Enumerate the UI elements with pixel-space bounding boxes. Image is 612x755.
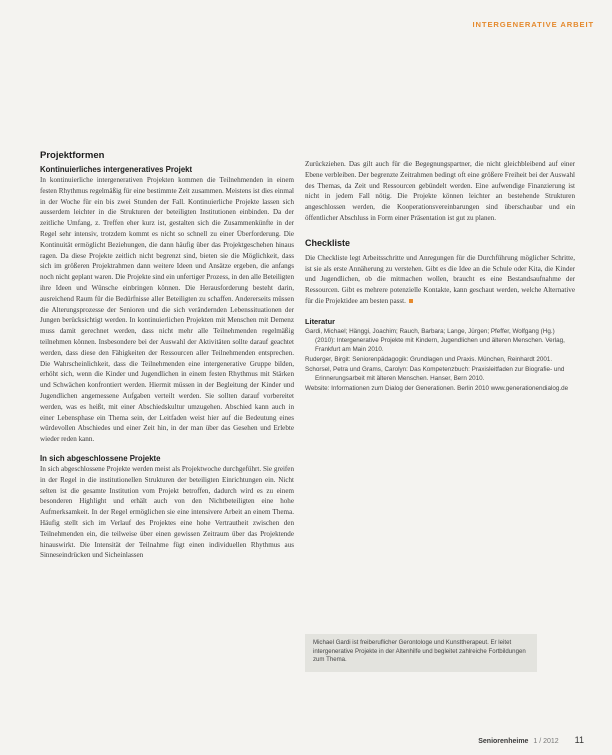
checkliste-paragraph — [305, 253, 575, 307]
section-header-label: INTERGENERATIVE ARBEIT — [472, 20, 594, 29]
issue-number: 1 / 2012 — [533, 738, 559, 745]
literature-entry: Schorsel, Petra und Grams, Carolyn: Das Kompetenzbuch: Praxisleitfaden zur Biografie- und Erinnerungsarbeit mit älteren Menschen. Hanser, Bern 2010. — [305, 365, 565, 382]
subheading-continuous: Kontinuierliches intergeneratives Projekt — [40, 165, 193, 174]
paragraph-continuous: In kontinuierliche intergenerativen Projekten kommen die Teilnehmenden in einem festen Rhythmus regelmäßig für eine bestimmte Zeit zusammen. Meistens ist dies einmal in der Woche für ein bis zwei Stunden der Fall. Kontinuierliche Projekte lassen sich ausserdem leichter in die Strukturen der beteiligten Institutionen einbinden. Da der zeitliche Umfang, z. Treffen eher kurz ist, gestalten sich die Zusammenkünfte in der Regel sehr intensiv, trotzdem kommt es nicht so schnell zu einer Überforderung. Die Kontinuität ermöglicht Beziehungen, die dann häufig über das Projektgeschehen hinaus ragen. Da diese Projekte zeitlich nicht begrenzt sind, bieten sie die Möglichkeit, dass sich im größeren Projektrahmen dann weitere Ideen und Ansätze ergeben, die anfangs noch nicht geplant waren. Die Projekte sind ein unfertiger Prozess, in den alle Beteiligten ihre Ideen und Wünsche einbringen können. Die Herausforderung besteht darin, ausreichend Raum für die Bedürfnisse aller Beteiligten zu schaffen. Andererseits müssen die Alterungsprozesse der Senioren und die sich verändernden Lebenssituationen der Jungen berücksichtigt werden. In kontinuierlichen Projekten mit Menschen mit Demenz muss damit gerechnet werden, dass nicht mehr alle Teilnehmenden regelmäßig teilnehmen können. Insbesondere bei der Auswahl der Aktivitäten sollte darauf geachtet werden, dass diese den Fähigkeiten der Ressourcen aller Teilnehmenden entsprechen. Die Wahrscheinlichkeit, dass die Teilnehmenden eine intergenerative Gruppe bilden, erhöht sich, wenn die Kinder und Jugendlichen in einem festen Rhythmus mit Stärken und Schwächen konfrontiert werden. Hiermit müssen in der Begleitung der Kinder und Jugendlichen angemessene Aufgaben verteilt werden. Sie sollten darauf vorbereitet werden, was es heißt, mit einer Abschiedskultur umzugehen. Abschied kann auch in einer Lebensphase ein Thema sein, der Leitfaden weist hier auf die Bedeutung eines würdevollen Abschiedes und einer Zeit hin, in der man über das Gesehen und Erlebte wieder reden kann. — [40, 176, 294, 444]
paragraph-continued: Zurückziehen. Das gilt auch für die Begegnungspartner, die nicht gleichbleibend auf einer Ebene verbleiben. Der begrenzte Zeitrahmen bedingt oft eine größere Freiheit bei der Auswahl des Themas, da Zeit und Ressourcen gebündelt werden. Eine aufwendige Finanzierung ist nicht in jedem Fall nötig. Die Projekte können leichter an bestehende Strukturen angeschlossen werden, die Kooperationsvereinbarungen sind überschaubar und ein öffentlicher Abschluss in Form einer Präsentation ist gut zu planen. — [305, 160, 575, 222]
checkliste-text: Die Checkliste legt Arbeitsschritte und Anregungen für die Durchführung möglicher Schritte, ist sie als erste Annäherung zu verstehen. Gibt es die Idee an die Schule oder Kita, die Kinder und Jugendlichen, ob die mitmachen wollen, braucht es eine Bestandsaufnahme der Ressourcen. Gibt es mehrere potenzielle Kontakte, kann geschaut werden, welche Alternative für die Projektidee am besten passt. — [305, 253, 575, 305]
end-mark-icon — [409, 299, 413, 303]
left-column — [40, 164, 294, 561]
magazine-name: Seniorenheime — [478, 738, 529, 745]
literatur-heading: Literatur — [305, 316, 335, 326]
subheading-closed: In sich abgeschlossene Projekte — [40, 453, 161, 463]
page-number: 11 — [574, 735, 584, 745]
page-footer — [478, 735, 584, 745]
literature-entry: Gardi, Michael; Hänggi, Joachim; Rauch, Barbara; Lange, Jürgen; Pfeffer, Wolfgang (Hg.) (2010): Intergenerative Projekte mit Kindern, Jugendlichen und älteren Menschen. Verlag, Frankfurt am Main 2010. — [305, 327, 565, 353]
literature-entry: Website: Informationen zum Dialog der Generationen. Berlin 2010 www.generationendialog.de — [305, 384, 569, 392]
author-info-box — [305, 634, 537, 672]
paragraph-closed: In sich abgeschlossene Projekte werden meist als Projektwoche durchgeführt. Sie greifen in der Regel in die institutionellen Strukturen der beteiligten Einrichtungen ein. Nicht selten ist die gesamte Institution vom Projekt betroffen, dadurch wird es zu einem besonderen Highlight und erhält auch von den Nichtbeteiligten eine hohe Aufmerksamkeit. In der Regel ermöglichen sie eine intensivere Arbeit an einem Thema. Häufig stellt sich im Verlauf des Projektes eine hohe Vertrautheit zwischen den Teilnehmenden ein, die teilweise über einen gewissen Zeitraum über das Projektende hinauswirkt. Die Intensität der Teilnahme fügt einen individuellen Rhythmus aus Sinneseindrücken und Sicheinlassen — [40, 464, 294, 560]
right-column — [305, 159, 575, 393]
checkliste-heading: Checkliste — [305, 237, 351, 248]
section-title: Projektformen — [40, 150, 105, 161]
literature-entry: Ruderger, Birgit: Seniorenpädagogik: Grundlagen und Praxis. München, Reinhardt 2001. — [305, 355, 553, 363]
author-info-text: Michael Gardi ist freiberuflicher Gerontologe und Kunsttherapeut. Er leitet intergenerative Projekte in der Altenhilfe und begleitet zahlreiche Fortbildungen zum Thema. — [313, 639, 526, 664]
